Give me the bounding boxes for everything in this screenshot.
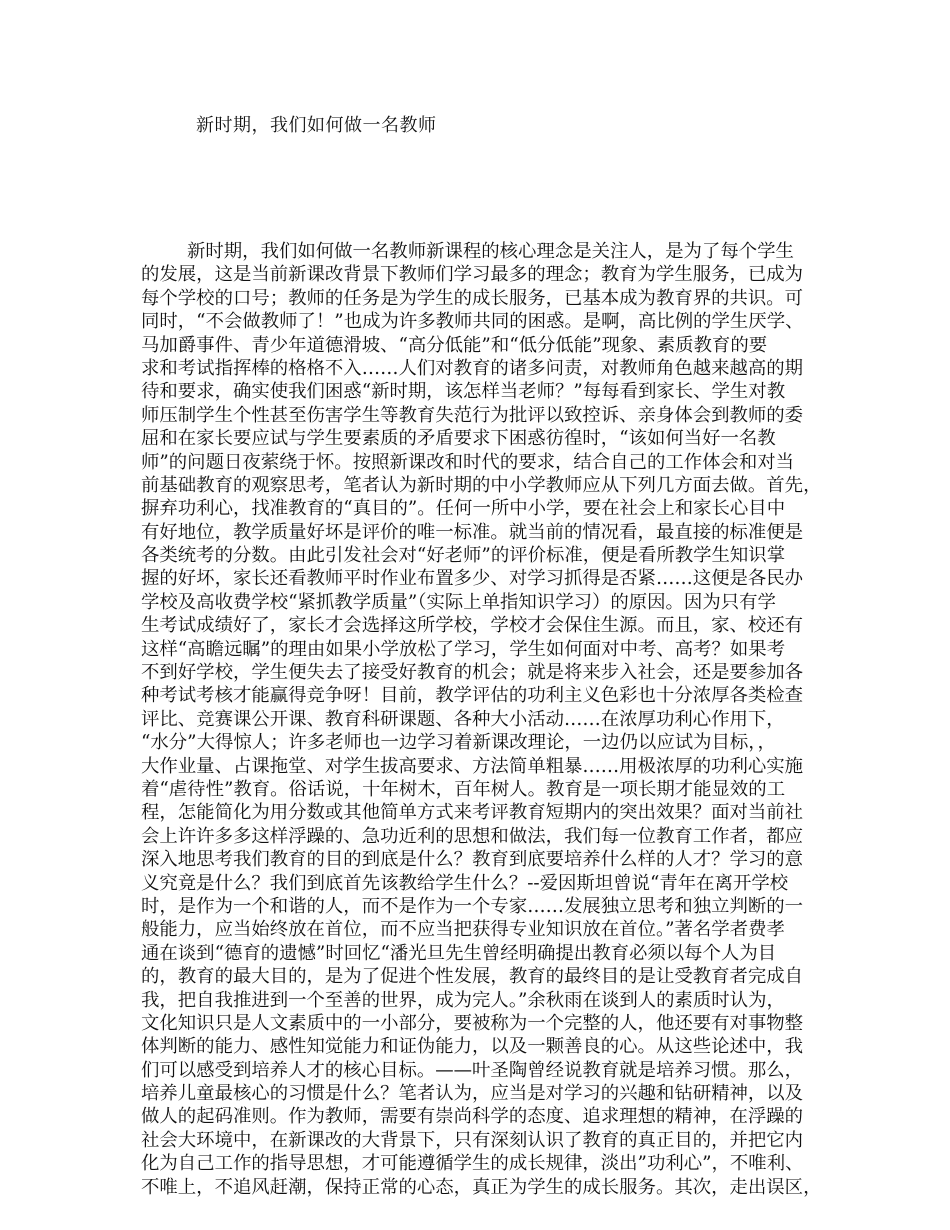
body-line: 的，教育的最大目的，是为了促进个性发展，教育的最终目的是让受教育者完成自 <box>141 966 804 988</box>
body-line: 种考试考核才能赢得竞争呀！目前，教学评估的功利主义色彩也十分浓厚各类检查 <box>141 685 804 707</box>
body-line: “水分”大得惊人；许多老师也一边学习着新课改理论，一边仍以应试为目标，， <box>141 732 776 754</box>
body-line: 我，把自我推进到一个至善的世界，成为完人。”余秋雨在谈到人的素质时认为， <box>141 989 785 1011</box>
body-line: 做人的起码准则。作为教师，需要有崇尚科学的态度、追求理想的精神，在浮躁的 <box>141 1106 804 1128</box>
body-line: 的发展，这是当前新课改背景下教师们学习最多的理念；教育为学生服务，已成为 <box>141 264 804 286</box>
document-title: 新时期，我们如何做一名教师 <box>196 115 437 136</box>
body-line: 体判断的能力、感性知觉能力和证伪能力，以及一颗善良的心。从这些论述中，我 <box>141 1036 804 1058</box>
body-line: 摒弃功利心，找准教育的“真目的”。任何一所中小学，要在社会上和家长心目中 <box>141 498 786 520</box>
body-line: 化为自己工作的指导思想，才可能遵循学生的成长规律，淡出”功利心”，不唯利、 <box>141 1153 804 1175</box>
body-line: 生考试成绩好了，家长才会选择这所学校，学校才会保住生源。而且，家、校还有 <box>141 615 804 637</box>
body-line: 不到好学校，学生便失去了接受好教育的机会；就是将来步入社会，还是要参加各 <box>141 662 804 684</box>
body-line: 马加爵事件、青少年道德滑坡、“高分低能”和“低分低能”现象、素质教育的要 <box>141 334 768 356</box>
body-line: 文化知识只是人文素质中的一小部分，要被称为一个完整的人，他还要有对事物整 <box>141 1012 804 1034</box>
body-line: 求和考试指挥棒的格格不入……人们对教育的诸多问责，对教师角色越来越高的期 <box>141 357 804 379</box>
body-line: 师压制学生个性甚至伤害学生等教育失范行为批评以致控诉、亲身体会到教师的委 <box>141 404 804 426</box>
body-line: 师”的问题日夜萦绕于怀。按照新课改和时代的要求，结合自己的工作体会和对当 <box>141 451 795 473</box>
body-line: 程，怎能简化为用分数或其他简单方式来考评教育短期内的突出效果？面对当前社 <box>141 802 804 824</box>
document-body <box>141 240 831 1199</box>
body-line: 们可以感受到培养人才的核心目标。——叶圣陶曾经说教育就是培养习惯。那么， <box>141 1059 804 1081</box>
body-line: 屈和在家长要应试与学生要素质的矛盾要求下困惑彷徨时，“该如何当好一名教 <box>141 428 776 450</box>
body-line: 着“虐待性”教育。俗话说，十年树木，百年树人。教育是一项长期才能显效的工 <box>141 778 786 800</box>
body-line: 般能力，应当始终放在首位，而不应当把获得专业知识放在首位。”著名学者费孝 <box>141 919 785 941</box>
body-line: 新时期，我们如何做一名教师新课程的核心理念是关注人，是为了每个学生 <box>187 241 794 262</box>
body-line: 评比、竞赛课公开课、教育科研课题、各种大小活动……在浓厚功利心作用下， <box>141 708 785 730</box>
body-line: 握的好坏，家长还看教师平时作业布置多少、对学习抓得是否紧……这便是各民办 <box>141 568 804 590</box>
body-line: 会上许许多多这样浮躁的、急功近利的思想和做法，我们每一位教育工作者，都应 <box>141 825 804 847</box>
body-line: 这样“高瞻远瞩”的理由如果小学放松了学习，学生如何面对中考、高考？如果考 <box>141 638 786 660</box>
body-line: 学校及高收费学校“紧抓教学质量”（实际上单指知识学习）的原因。因为只有学 <box>141 591 776 613</box>
body-line: 前基础教育的观察思考，笔者认为新时期的中小学教师应从下列几方面去做。首先， <box>141 474 822 496</box>
body-line: 大作业量、占课拖堂、对学生拔高要求、方法简单粗暴……用极浓厚的功利心实施 <box>141 755 804 777</box>
body-line: 各类统考的分数。由此引发社会对“好老师”的评价标准，便是看所教学生知识掌 <box>141 545 786 567</box>
body-line: 同时，“不会做教师了！”也成为许多教师共同的困惑。是啊，高比例的学生厌学、 <box>141 311 804 333</box>
body-line: 时，是作为一个和谐的人，而不是作为一个专家……发展独立思考和独立判断的一 <box>141 895 804 917</box>
body-line: 通在谈到“德育的遗憾”时回忆“潘光旦先生曾经明确提出教育必须以每个人为目 <box>141 942 777 964</box>
body-line: 有好地位，教学质量好坏是评价的唯一标准。就当前的情况看，最直接的标准便是 <box>141 521 804 543</box>
body-line: 深入地思考我们教育的目的到底是什么？教育到底要培养什么样的人才？学习的意 <box>141 849 804 871</box>
body-line: 每个学校的口号；教师的任务是为学生的成长服务，已基本成为教育界的共识。可 <box>141 287 804 309</box>
body-line: 不唯上，不追风赶潮，保持正常的心态，真正为学生的成长服务。其次，走出误区， <box>141 1176 822 1198</box>
body-line: 社会大环境中，在新课改的大背景下，只有深刻认识了教育的真正目的，并把它内 <box>141 1129 804 1151</box>
body-line: 培养儿童最核心的习惯是什么？笔者认为，应当是对学习的兴趣和钻研精神，以及 <box>141 1083 804 1105</box>
body-line: 待和要求，确实使我们困惑“新时期，该怎样当老师？”每每看到家长、学生对教 <box>141 381 786 403</box>
body-line: 义究竟是什么？我们到底首先该教给学生什么？--爱因斯坦曾说“青年在离开学校 <box>141 872 789 894</box>
